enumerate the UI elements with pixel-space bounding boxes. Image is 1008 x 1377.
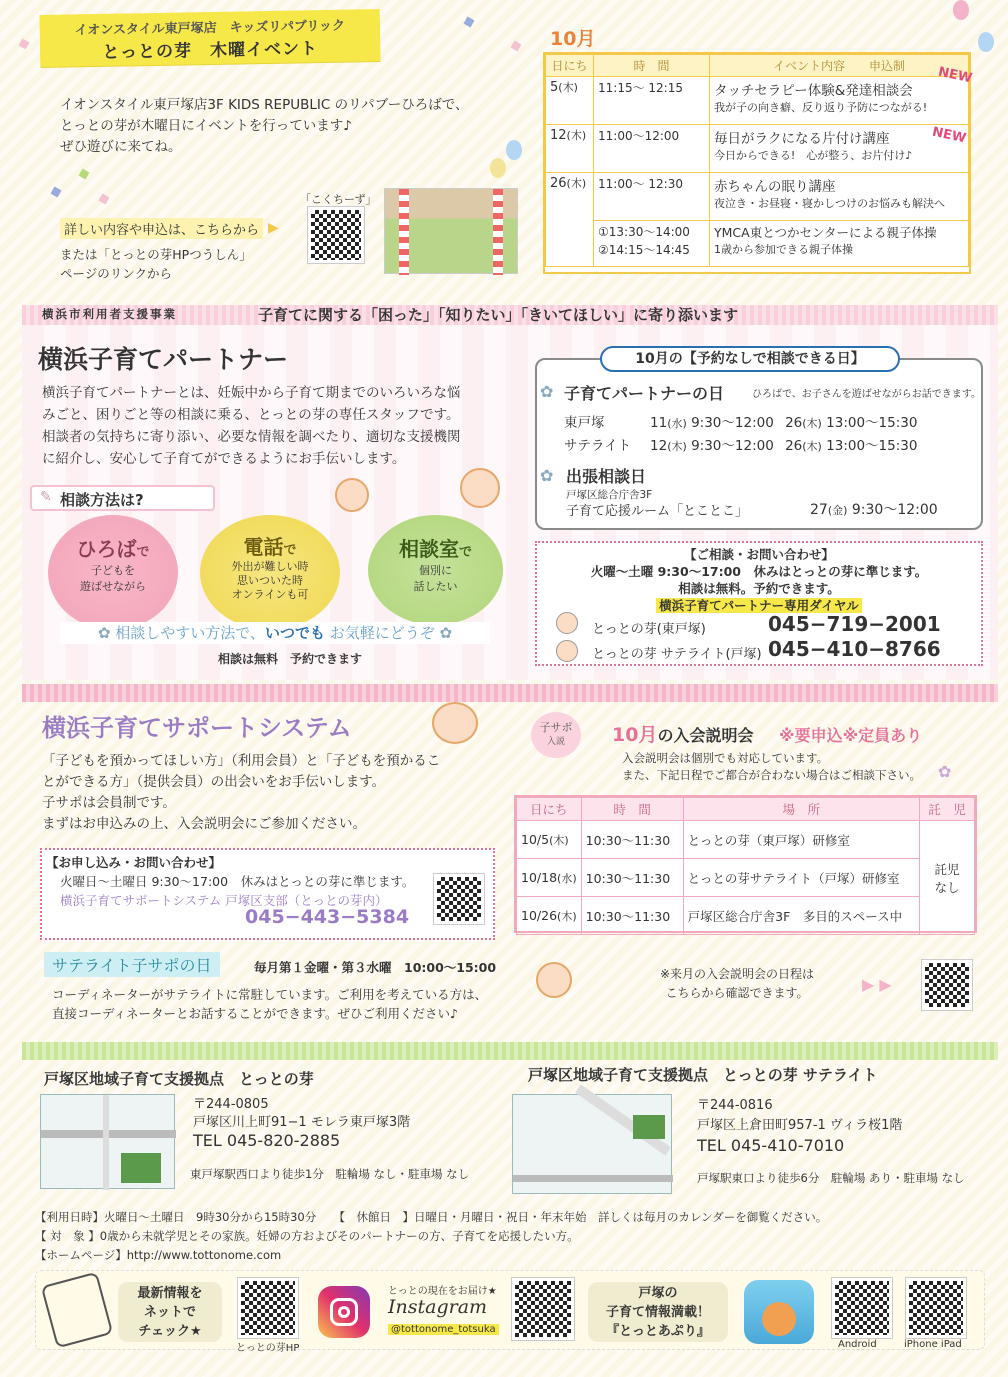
event-time: 11:00〜12:00	[594, 125, 710, 173]
table-row	[546, 125, 969, 173]
intro-line: とっとの芽が木曜日にイベントを行っています♪	[60, 118, 352, 134]
qr-code-icon[interactable]	[512, 1278, 574, 1340]
desc-line: みごと、困りごと等の相談に乗る、とっとの芽の専任スタッフです。	[42, 407, 460, 423]
note-line: 入会説明会は個別でも対応しています。	[622, 751, 829, 765]
outreach-day: 27	[810, 502, 828, 518]
table-row	[517, 821, 975, 859]
banner-line1: イオンスタイル東戸塚店 キッズリパブリック	[74, 18, 346, 39]
tel[interactable]: TEL 045-410-7010	[697, 1136, 845, 1155]
method-room	[368, 515, 503, 625]
method-hiroba	[48, 515, 178, 630]
confetti-dot	[464, 17, 475, 28]
dial-label: 横浜子育てパートナー専用ダイヤル	[656, 598, 862, 613]
support-desc	[42, 751, 512, 835]
qr-code-icon[interactable]	[906, 1278, 966, 1338]
event-dow: (木)	[566, 177, 587, 190]
right-base-address	[697, 1096, 902, 1156]
row-time: 13:00〜15:30	[826, 438, 918, 454]
event-desc: 今日からできる! 心が整う、お片付け♪	[714, 149, 913, 162]
method-suffix: で	[283, 543, 297, 558]
row-time: 9:30〜12:00	[691, 415, 774, 431]
note-line: こちらから確認できます。	[665, 986, 809, 1000]
slogan	[60, 622, 490, 644]
satellite-title: サテライト子サポの日	[44, 952, 220, 977]
event-table	[543, 52, 974, 274]
badge-line2: 入説	[546, 737, 565, 747]
event-banner	[40, 9, 381, 67]
outreach-title: 出張相談日	[566, 467, 647, 486]
contact-hours: 火曜〜土曜 9:30〜17:00 休みはとっとの芽に準じます。	[590, 564, 928, 579]
staff-avatar	[335, 478, 369, 512]
badge-line1: 子サポ	[539, 721, 573, 734]
pin-icon: ✎	[40, 489, 52, 505]
schedule-row	[564, 435, 917, 458]
qr-code-icon[interactable]	[434, 874, 484, 924]
row-place: 東戸塚	[564, 415, 605, 431]
or-line: または「とっとの芽HPつうしん」	[60, 247, 252, 262]
kosapo-badge	[531, 712, 581, 758]
consult-days-title: 10月の【予約なしで相談できる日】	[600, 346, 900, 372]
zip: 〒244-0805	[193, 1097, 269, 1112]
tel2-number[interactable]: 045−410−8766	[768, 637, 941, 661]
briefing-month: 10月	[612, 724, 658, 746]
outreach-dow: (金)	[827, 504, 848, 517]
or-note	[60, 245, 252, 283]
arrow-right-icon: ▶ ▶	[862, 975, 892, 994]
row-day: 26	[785, 438, 803, 454]
briefing-table	[514, 795, 977, 933]
desc-line: コーディネーターがサテライトに常駐しています。ご利用を考えている方は、	[52, 987, 488, 1002]
tel1-label: とっとの芽(東戸塚)	[592, 622, 706, 637]
qr1-label: とっとの芽HP	[236, 1343, 300, 1354]
briefing-title	[612, 720, 922, 747]
android-label: Android	[838, 1339, 877, 1350]
method-name: 相談室	[398, 537, 459, 561]
satellite-desc	[52, 985, 487, 1023]
support-contact-hours: 火曜日〜土曜日 9:30〜17:00 休みはとっとの芽に準じます。	[60, 874, 415, 889]
contact-free: 相談は無料。予約できます。	[678, 581, 840, 596]
sched-dow: (木)	[557, 909, 577, 923]
desc-line: に紹介し、安心して子育てができるようにお手伝いします。	[42, 451, 406, 467]
support-contact-title: 【お申し込み・お問い合わせ】	[46, 855, 222, 870]
new-badge: NEW	[936, 64, 974, 87]
col-time: 時 間	[594, 55, 710, 77]
confetti-dot	[19, 39, 30, 50]
homepage-link[interactable]: 【ホームページ】http://www.tottonome.com	[35, 1248, 282, 1262]
sched-place: 戸塚区総合庁舎3F 多目的スペース中	[683, 897, 919, 935]
flower-icon: ✿	[434, 624, 453, 642]
free-note: 相談は無料 予約できます	[218, 652, 363, 666]
left-base-title: 戸塚区地域子育て支援拠点 とっとの芽	[44, 1070, 314, 1088]
zip: 〒244-0816	[697, 1098, 773, 1113]
table-row	[517, 859, 975, 897]
event-time: 11:00〜 12:30	[594, 173, 710, 221]
qr-code-icon[interactable]	[922, 960, 972, 1010]
outreach-place1: 戸塚区総合庁舎3F	[566, 489, 653, 501]
row-time: 9:30〜12:00	[691, 438, 774, 454]
table-row	[546, 173, 969, 221]
schedule-row	[564, 412, 917, 435]
info-line: 【 対 象 】0歳から未就学児とその家族。妊婦の方およびそのパートナーの方、子育てを応援したい方。	[35, 1229, 579, 1243]
sched-dow: (木)	[549, 833, 569, 847]
event-intro	[60, 95, 520, 158]
event-photo	[384, 188, 518, 274]
sched-time: 10:30〜11:30	[581, 897, 683, 935]
row-day: 26	[785, 415, 803, 431]
desc-line: 子サポは会員制です。	[42, 795, 176, 811]
qr-code-icon[interactable]	[832, 1278, 892, 1338]
col-date: 日にち	[517, 798, 582, 821]
desc-line: 相談者の気持ちに寄り添い、必要な情報を調べたり、適切な支援機関	[42, 429, 461, 445]
flower-icon: ✿	[540, 466, 554, 485]
new-badge: NEW	[930, 124, 968, 147]
confetti-dot	[51, 187, 62, 198]
method-label-box	[30, 485, 215, 511]
contact-title: 【ご相談・お問い合わせ】	[683, 547, 834, 562]
event-desc: 夜泣き・お昼寝・寝かしつけのお悩みも解決へ	[714, 197, 945, 210]
arrow-right-icon: ▶	[268, 220, 279, 236]
row-day: 12	[650, 438, 668, 454]
support-title: 横浜子育てサポートシステム	[42, 714, 352, 742]
event-day: 12	[550, 128, 567, 143]
right-base-access: 戸塚駅東口より徒歩6分 駐輪場 あり・駐車場 なし	[697, 1171, 965, 1185]
ios-label: iPhone iPad	[904, 1339, 962, 1350]
slogan-c: お気軽にどうぞ	[329, 624, 435, 642]
coordinator-avatar	[536, 962, 572, 998]
event-title: YMCA東とつかセンターによる親子体操	[714, 225, 937, 240]
table-row	[546, 77, 969, 125]
col-time: 時 間	[581, 798, 683, 821]
event-desc: 我が子の向き癖、反り返り予防につながる!	[714, 101, 928, 114]
method-name: ひろば	[76, 537, 137, 561]
staff-icon	[556, 612, 578, 634]
method-desc: 個別に 話したい	[413, 564, 458, 593]
right-base-title: 戸塚区地域子育て支援拠点 とっとの芽 サテライト	[528, 1066, 878, 1084]
method-desc: 子どもを 遊ばせながら	[80, 564, 146, 593]
sched-time: 10:30〜11:30	[581, 859, 683, 897]
event-day: 26	[550, 176, 567, 191]
staff-icon	[556, 640, 578, 662]
next-briefing-note	[660, 965, 814, 1003]
sched-dow: (水)	[557, 871, 577, 885]
slogan-b: いつでも	[264, 624, 325, 642]
sched-date: 10/26	[521, 907, 558, 923]
intro-line: イオンスタイル東戸塚店3F KIDS REPUBLIC のリパブーひろばで、	[60, 97, 469, 113]
mother-avatar	[460, 468, 500, 508]
tel2-label: とっとの芽 サテライト(戸塚)	[592, 647, 762, 662]
desc-line: 「子どもを預かってほしい方」（利用会員）と「子どもを預かるこ	[42, 753, 441, 769]
event-title: タッチセラピー体験&発達相談会	[714, 83, 913, 99]
tel1-number[interactable]: 045−719−2001	[768, 612, 941, 636]
support-tel[interactable]: 045−443−5384	[245, 906, 410, 928]
method-label: 相談方法は?	[60, 491, 144, 509]
partner-day-rows	[564, 412, 917, 458]
method-suffix: で	[458, 545, 472, 560]
bases-band	[22, 1042, 998, 1060]
event-day: 5	[550, 80, 559, 95]
sched-date: 10/18	[521, 869, 558, 885]
address: 戸塚区川上町91−1 モレラ東戸塚3階	[193, 1115, 411, 1130]
insta-word: Instagram	[388, 1296, 488, 1318]
row-dow: (水)	[667, 417, 687, 430]
flower-icon: ✿	[97, 624, 116, 642]
insta-handle[interactable]: @tottonome_totsuka	[388, 1324, 499, 1335]
method-suffix: で	[136, 545, 150, 560]
qr-code-icon[interactable]	[308, 207, 364, 263]
or-line: ページのリンクから	[60, 266, 173, 281]
row-dow: (木)	[802, 440, 822, 453]
slogan-a: 相談しやすい方法で、	[115, 624, 265, 642]
childcare-cell: 託児 なし	[920, 821, 975, 935]
table-row	[546, 221, 969, 267]
limit-note: ※定員あり	[842, 726, 923, 745]
event-dow: (木)	[566, 129, 587, 142]
row-day: 11	[650, 415, 668, 431]
briefing-notes	[622, 750, 921, 784]
flower-icon: ✿	[540, 382, 554, 401]
row-time: 13:00〜15:30	[826, 415, 918, 431]
balloon-icon	[978, 32, 994, 52]
map-satellite[interactable]	[512, 1094, 672, 1194]
flower-icon: ✿	[938, 762, 952, 781]
desc-line: まずはお申込みの上、入会説明会にご参加ください。	[42, 816, 366, 832]
desc-line: とができる方」（提供会員）の出会いをお手伝いします。	[42, 774, 386, 790]
desc-line: 直接コーディネーターとお話することができます。ぜひご利用ください♪	[52, 1006, 458, 1021]
balloon-icon	[490, 158, 506, 178]
event-title: 毎日がラクになる片付け講座	[714, 131, 890, 147]
note-line: また、下記日程でご都合が合わない場合はご相談下さい。	[622, 768, 921, 782]
event-time: ①13:30〜14:00 ②14:15〜14:45	[594, 221, 710, 267]
left-base-address	[193, 1096, 410, 1150]
confetti-dot	[511, 41, 522, 52]
col-childcare: 託 児	[920, 798, 975, 821]
col-content: イベント内容 申込制	[710, 55, 969, 77]
month-title: 10月	[550, 28, 596, 50]
sched-date: 10/5	[521, 831, 550, 847]
latest-info: 最新情報を ネットで チェック★	[118, 1282, 222, 1342]
sched-place: とっとの芽（東戸塚）研修室	[683, 821, 919, 859]
info-line: 【利用日時】火曜日〜土曜日 9時30分から15時30分 【 休館日 】日曜日・月曜日・祝日・年末年始 詳しくは毎月のカレンダーを御覧ください。	[35, 1210, 828, 1224]
partner-title: 横浜子育てパートナー	[38, 345, 289, 374]
row-place: サテライト	[564, 438, 632, 454]
app-icon[interactable]	[744, 1280, 814, 1344]
app-promo: 戸塚の 子育て情報満載！ 『とっとあぷり』	[588, 1282, 728, 1342]
instagram-icon[interactable]	[318, 1286, 370, 1338]
partner-day-title: 子育てパートナーの日	[564, 384, 725, 403]
event-dow: (木)	[558, 81, 578, 94]
usage-info	[35, 1208, 827, 1265]
support-band	[22, 684, 998, 702]
confetti-dot	[79, 169, 90, 180]
sched-time: 10:30〜11:30	[581, 821, 683, 859]
event-desc: 1歳から参加できる親子体操	[714, 243, 853, 256]
col-place: 場 所	[683, 798, 919, 821]
event-title: 赤ちゃんの眠り講座	[714, 179, 836, 195]
required-note: ※要申込	[779, 726, 843, 745]
outreach-place2: 子育て応援ルーム「とことこ」	[566, 504, 749, 519]
partner-contact-text	[535, 546, 983, 614]
partner-desc	[42, 382, 522, 470]
confetti-dot	[99, 194, 110, 205]
event-time: 11:15〜 12:15	[594, 77, 710, 125]
col-date: 日にち	[546, 55, 594, 77]
map-totonome[interactable]	[40, 1094, 175, 1189]
family-avatar	[432, 702, 478, 744]
insta-top: とっとの現在をお届け★	[388, 1286, 497, 1297]
method-phone	[200, 515, 340, 630]
briefing-label: の入会説明会	[657, 726, 754, 745]
qr-code-icon[interactable]	[238, 1278, 298, 1338]
outreach-when	[810, 499, 938, 519]
sched-place: とっとの芽サテライト（戸塚）研修室	[683, 859, 919, 897]
band-tagline: 子育てに関する「困った」「知りたい」「きいてほしい」に寄り添います	[258, 306, 739, 324]
banner-line2: とっとの芽 木曜イベント	[102, 39, 319, 63]
band-label: 横浜市利用者支援事業	[42, 307, 177, 321]
qr-label: 「こくちーず」	[300, 193, 377, 206]
details-link[interactable]: 詳しい内容や申込は、こちらから	[60, 218, 263, 239]
row-dow: (木)	[802, 417, 822, 430]
note-line: ※来月の入会説明会の日程は	[660, 967, 815, 981]
left-base-access: 東戸塚駅西口より徒歩1分 駐輪場 なし・駐車場 なし	[190, 1167, 470, 1181]
row-dow: (木)	[667, 440, 687, 453]
address: 戸塚区上倉田町957-1 ヴィラ桜1階	[697, 1118, 903, 1133]
support-contact-org: 横浜子育てサポートシステム 戸塚区支部（とっとの芽内）	[60, 893, 388, 908]
balloon-icon	[953, 0, 969, 20]
partner-day-note: ひろばで、お子さんを遊ばせながらお話できます。	[752, 389, 981, 400]
outreach-time: 9:30〜12:00	[851, 502, 938, 518]
satellite-when: 毎月第１金曜・第３水曜 10:00〜15:00	[254, 960, 497, 975]
desc-line: 横浜子育てパートナーとは、妊娠中から子育て期までのいろいろな悩	[42, 385, 461, 401]
method-name: 電話	[243, 535, 284, 559]
table-row	[517, 897, 975, 935]
method-desc: 外出が難しい時 思いついた時 オンラインも可	[231, 560, 309, 601]
intro-line: ぜひ遊びに来てね。	[60, 139, 182, 155]
tel[interactable]: TEL 045-820-2885	[193, 1131, 341, 1150]
